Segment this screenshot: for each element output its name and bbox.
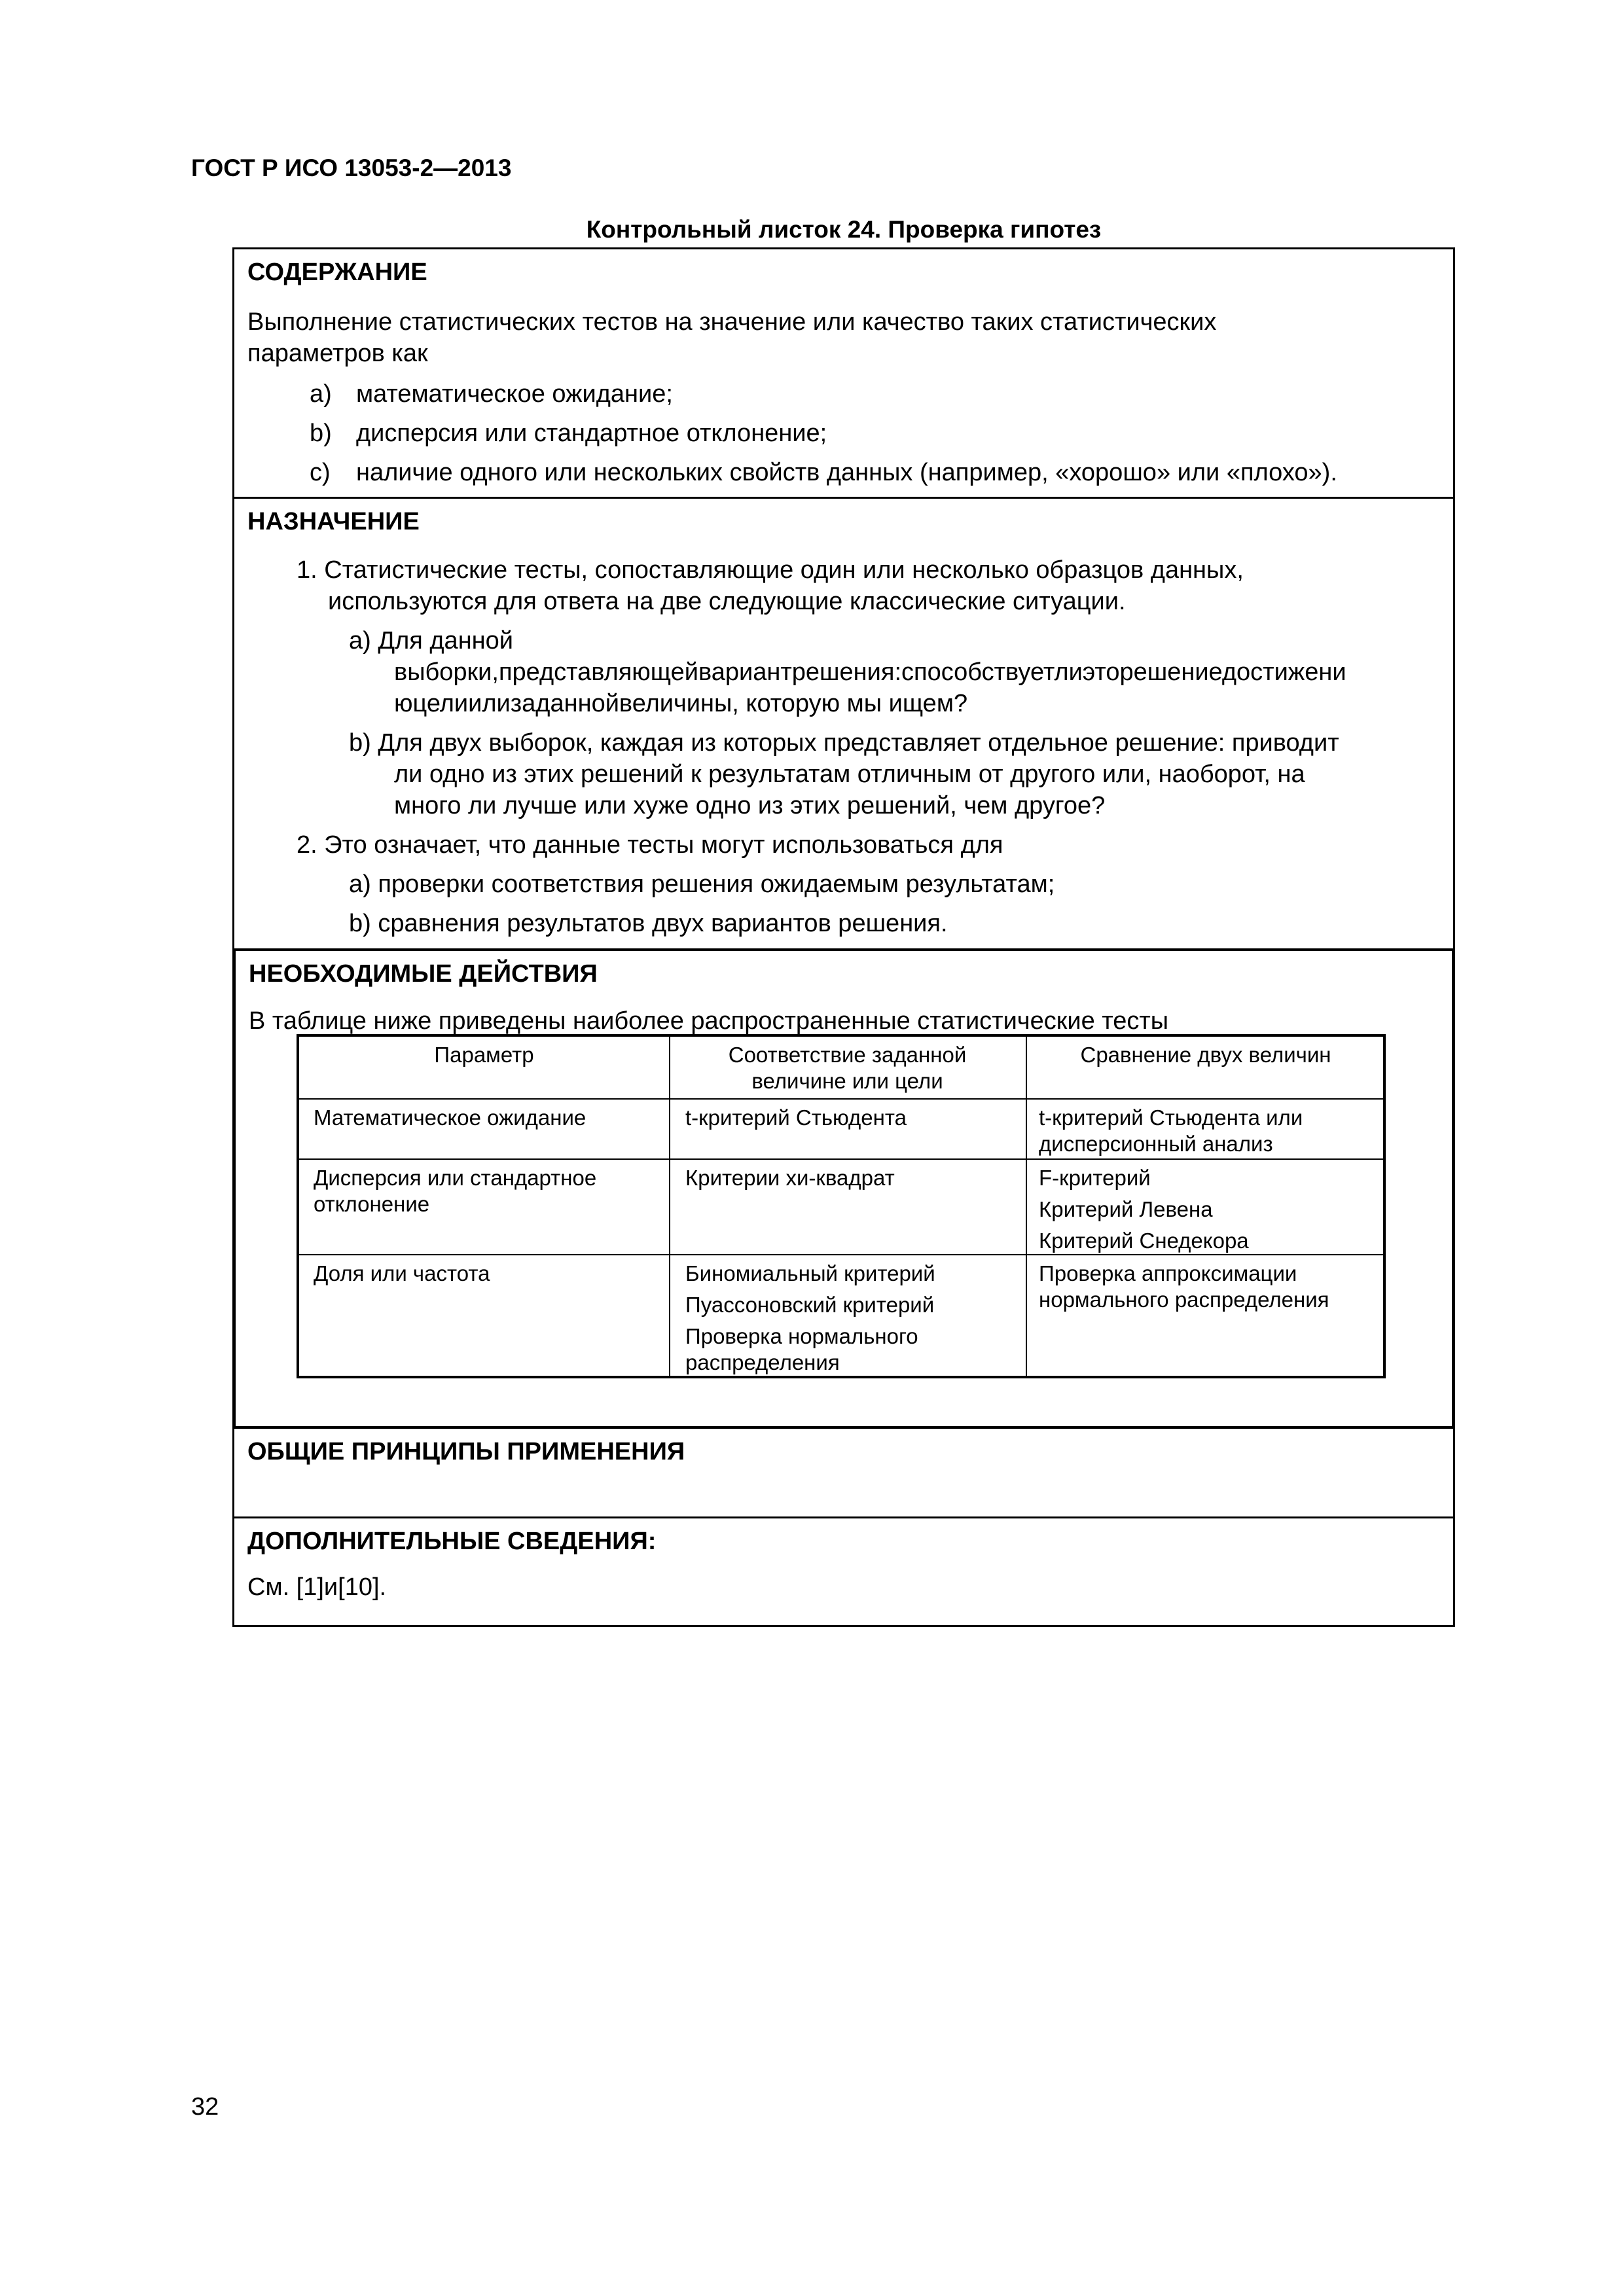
purpose-b-line1: b) Для двух выборок, каждая из которых представляет отдельное решение: приводит xyxy=(349,729,1339,757)
purpose-p2-b: b) сравнения результатов двух вариантов решения. xyxy=(349,910,948,937)
purpose-a-line1: a) Для данной xyxy=(349,627,514,655)
table-cell: t-критерий Стьюдента xyxy=(685,1105,907,1130)
purpose-p1-line1: 1. Статистические тесты, сопоставляющие один или несколько образцов данных, xyxy=(297,556,1244,584)
standard-code: ГОСТ Р ИСО 13053-2—2013 xyxy=(191,154,512,181)
additional-section xyxy=(234,1516,1453,1627)
additional-text: См. [1]и[10]. xyxy=(247,1573,387,1601)
checklist-caption: Контрольный листок 24. Проверка гипотез xyxy=(586,216,1102,243)
table-cell: Проверка нормального xyxy=(685,1324,918,1348)
table-cell: Критерии хи-квадрат xyxy=(685,1166,895,1190)
table-cell: Математическое ожидание xyxy=(314,1105,586,1130)
purpose-b-line3: много ли лучше или хуже одно из этих решений, чем другое? xyxy=(394,792,1106,819)
table-cell: нормального распределения xyxy=(1039,1287,1329,1312)
table-cell: Пуассоновский критерий xyxy=(685,1293,935,1317)
purpose-a-line3: юцелиилизаданнойвеличины, которую мы ищем? xyxy=(394,690,968,717)
content-item-text: наличие одного или нескольких свойств данных (например, «хорошо» или «плохо»). xyxy=(356,459,1337,486)
actions-intro: В таблице ниже приведены наиболее распространенные статистические тесты xyxy=(249,1007,1169,1035)
table-cell: распределения xyxy=(685,1350,840,1374)
principles-heading: ОБЩИЕ ПРИНЦИПЫ ПРИМЕНЕНИЯ xyxy=(247,1438,685,1465)
content-heading: СОДЕРЖАНИЕ xyxy=(247,259,427,286)
stat-tests-table xyxy=(297,1034,1386,1378)
table-cell: отклонение xyxy=(314,1192,430,1216)
content-item-text: математическое ожидание; xyxy=(356,380,673,408)
page-number: 32 xyxy=(191,2093,219,2121)
table-cell: дисперсионный анализ xyxy=(1039,1132,1273,1156)
table-header-compare: Сравнение двух величин xyxy=(1080,1043,1331,1067)
table-cell: Биномиальный критерий xyxy=(685,1261,935,1285)
table-cell: Критерий Левена xyxy=(1039,1197,1213,1221)
content-item-marker: a) xyxy=(310,380,332,408)
actions-heading: НЕОБХОДИМЫЕ ДЕЙСТВИЯ xyxy=(249,960,598,988)
table-row-divider xyxy=(299,1158,1383,1160)
content-item-marker: c) xyxy=(310,459,331,486)
content-item-text: дисперсия или стандартное отклонение; xyxy=(356,420,827,447)
purpose-p1-line2: используются для ответа на две следующие классические ситуации. xyxy=(328,588,1126,615)
purpose-b-line2: ли одно из этих решений к результатам отличным от другого или, наоборот, на xyxy=(394,761,1305,788)
content-item-marker: b) xyxy=(310,420,332,447)
table-row-divider xyxy=(299,1254,1383,1255)
purpose-p2-line1: 2. Это означает, что данные тесты могут использоваться для xyxy=(297,831,1003,859)
content-section xyxy=(234,249,1453,497)
table-cell: Проверка аппроксимации xyxy=(1039,1261,1297,1285)
content-intro-line2: параметров как xyxy=(247,340,428,367)
checklist-box xyxy=(232,247,1455,1627)
purpose-p2-a: a) проверки соответствия решения ожидаемым результатам; xyxy=(349,870,1055,898)
content-intro-line1: Выполнение статистических тестов на значение или качество таких статистических xyxy=(247,308,1217,336)
table-header-target: величине или цели xyxy=(751,1069,943,1093)
table-cell: Доля или частота xyxy=(314,1261,490,1285)
table-col-divider xyxy=(1026,1037,1027,1376)
purpose-a-line2: выборки,представляющейвариантрешения:способствуетлиэторешениедостижени xyxy=(394,658,1346,686)
additional-heading: ДОПОЛНИТЕЛЬНЫЕ СВЕДЕНИЯ: xyxy=(247,1528,657,1555)
table-row-divider xyxy=(299,1098,1383,1100)
table-header-target: Соответствие заданной xyxy=(728,1043,967,1067)
table-header-param: Параметр xyxy=(434,1043,534,1067)
principles-section xyxy=(234,1426,1453,1516)
table-cell: F-критерий xyxy=(1039,1166,1151,1190)
purpose-section xyxy=(234,497,1453,948)
table-cell: t-критерий Стьюдента или xyxy=(1039,1105,1303,1130)
purpose-heading: НАЗНАЧЕНИЕ xyxy=(247,508,420,535)
table-cell: Дисперсия или стандартное xyxy=(314,1166,597,1190)
table-cell: Критерий Снедекора xyxy=(1039,1229,1249,1253)
